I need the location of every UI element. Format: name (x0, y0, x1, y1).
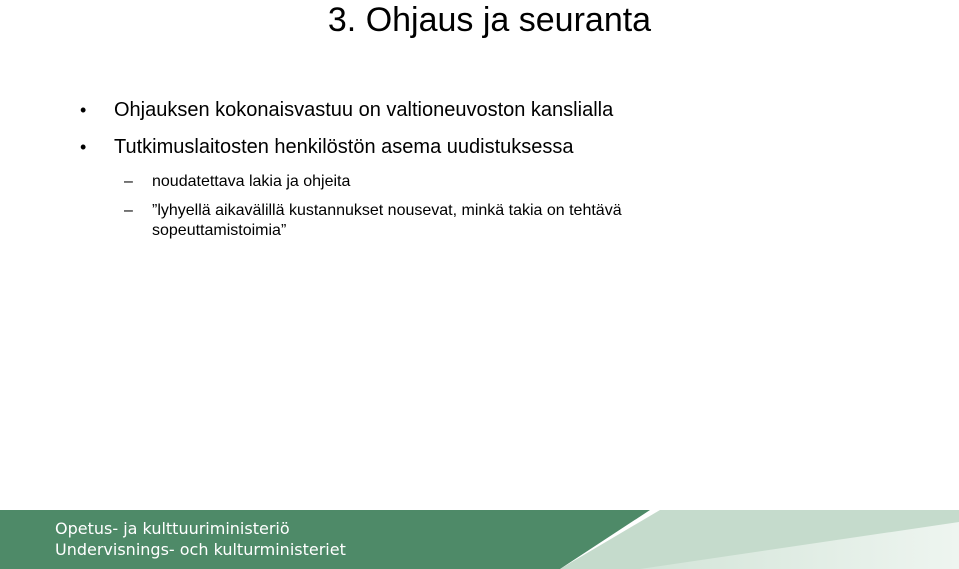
sub-bullet-item (80, 201, 752, 241)
ministry-name-swedish: Undervisnings- och kulturministeriet (55, 540, 346, 559)
bullet-marker: • (80, 137, 87, 157)
sub-bullet-list (80, 172, 940, 241)
bullet-item (80, 135, 940, 159)
sub-bullet-text: noudatettava lakia ja ohjeita (152, 173, 351, 190)
ministry-footer-banner (0, 510, 959, 569)
bullet-list (80, 98, 940, 250)
dash-marker: – (124, 202, 133, 219)
bullet-text: Ohjauksen kokonaisvastuu on valtioneuvoston kanslialla (114, 99, 614, 121)
ministry-name (55, 518, 346, 560)
bullet-marker: • (80, 100, 87, 120)
sub-bullet-text: ”lyhyellä aikavälillä kustannukset nousevat, minkä takia on tehtävä sopeuttamistoimia” (152, 202, 622, 239)
slide-title: 3. Ohjaus ja seuranta (327, 1, 652, 39)
sub-bullet-item (80, 172, 940, 192)
bullet-item (80, 98, 940, 122)
dash-marker: – (124, 173, 133, 190)
ministry-name-finnish: Opetus- ja kulttuuriministeriö (55, 519, 290, 538)
bullet-text: Tutkimuslaitosten henkilöstön asema uudistuksessa (114, 136, 574, 158)
